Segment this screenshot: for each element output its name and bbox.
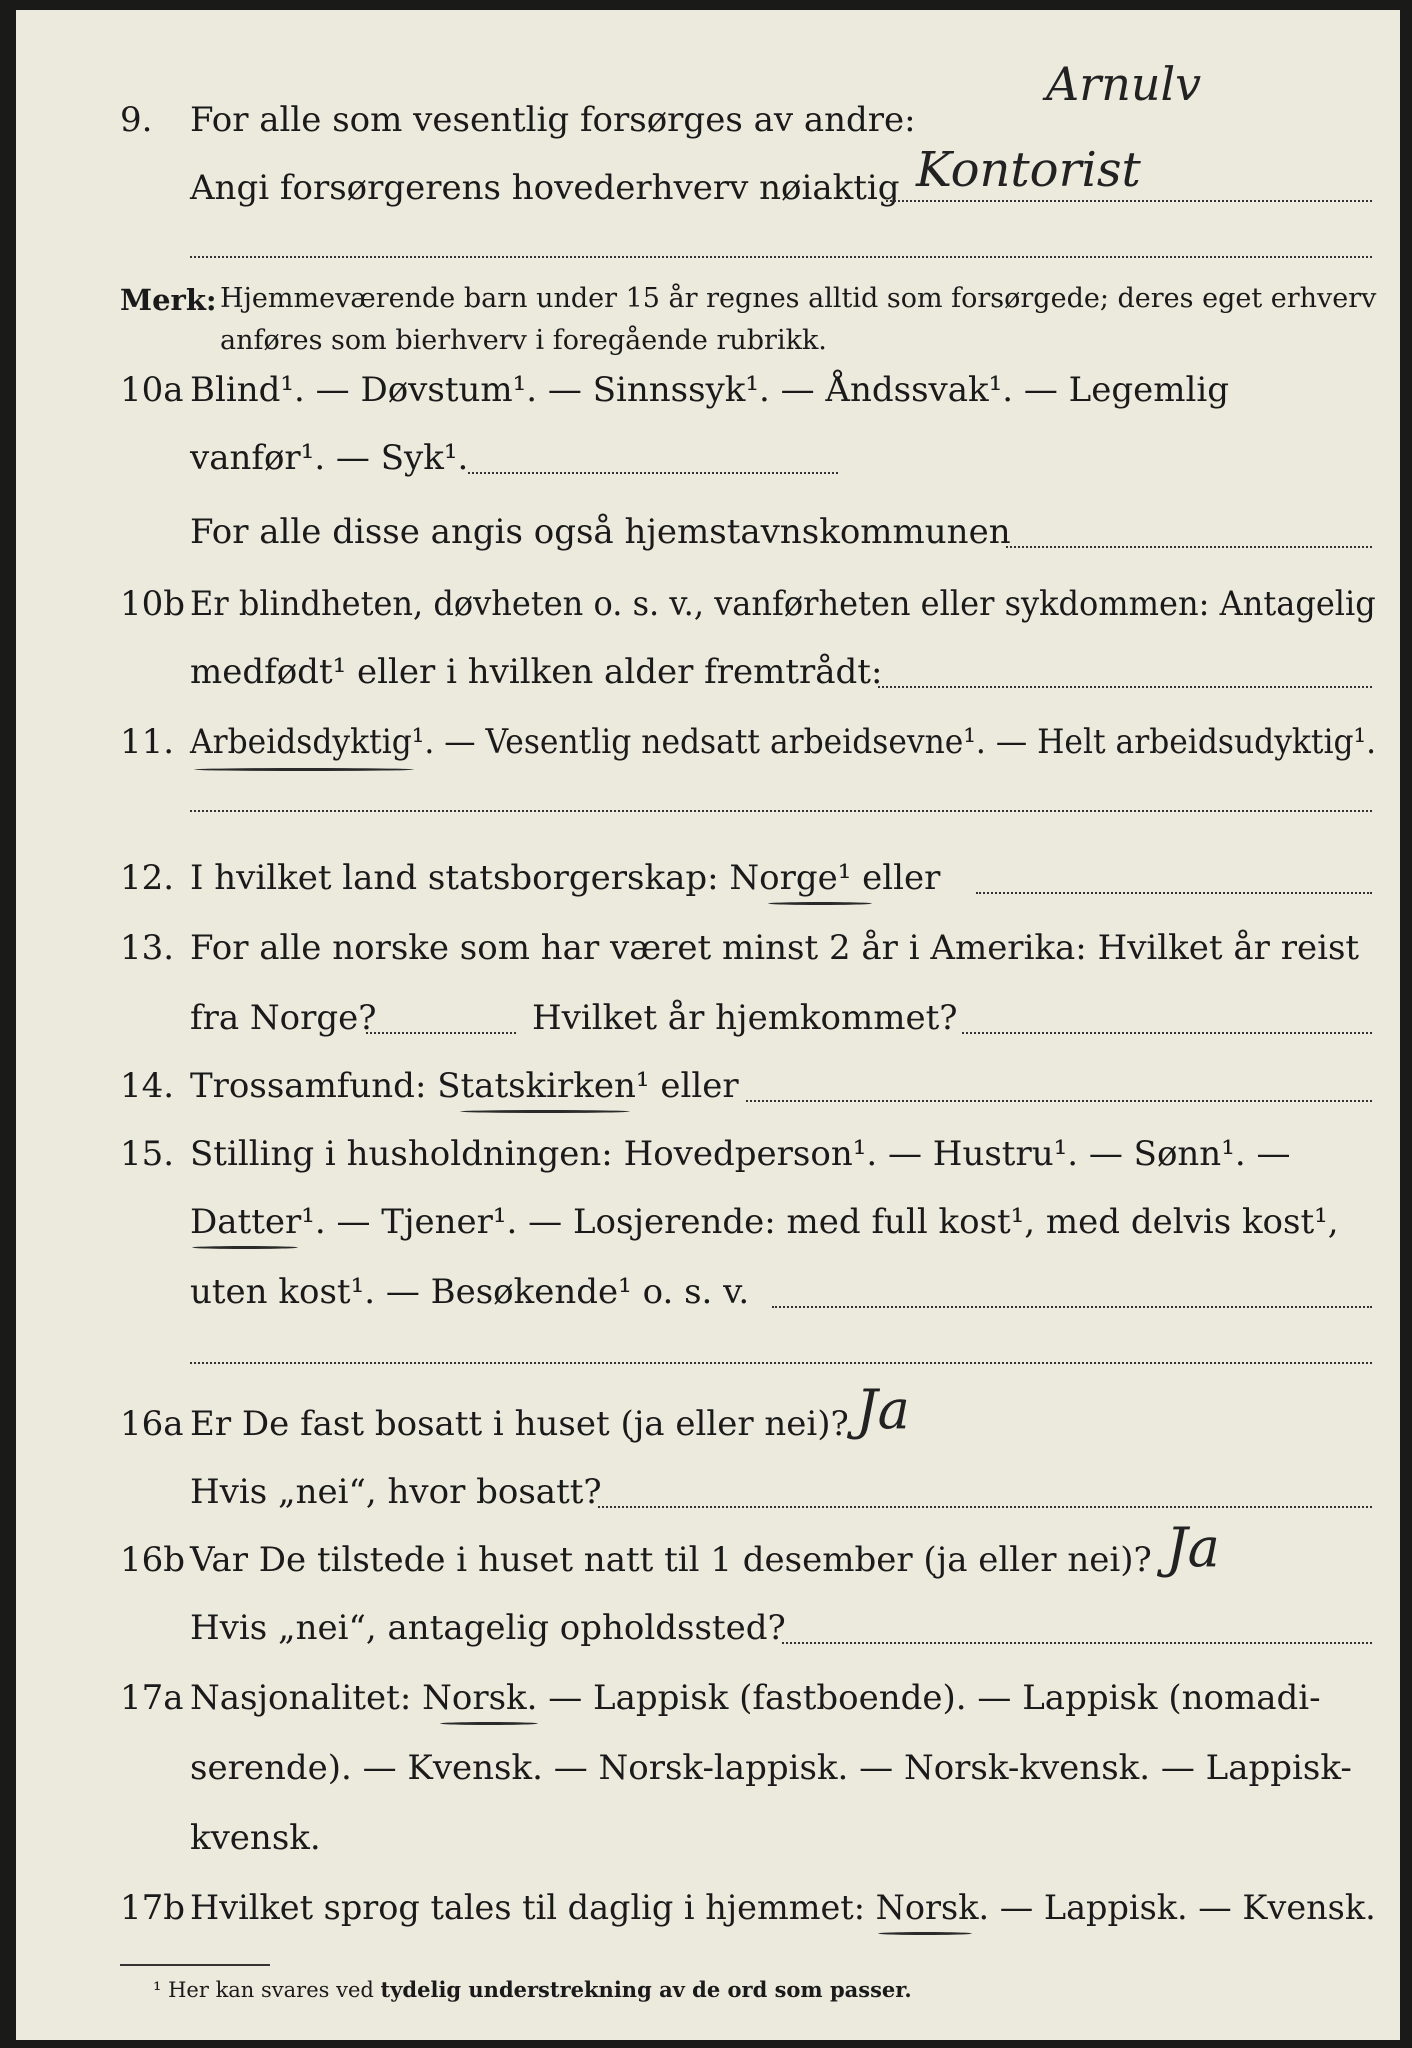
q16a-handwritten-answer: Ja — [856, 1378, 910, 1441]
footnote-rule — [120, 1964, 270, 1966]
handwritten-top-note: Arnulv — [1046, 57, 1202, 111]
q9-extra-line — [190, 256, 1372, 258]
q15-underline-datter — [192, 1246, 298, 1249]
q17a-line3: kvensk. — [190, 1818, 321, 1858]
merk-label: Merk: — [120, 283, 217, 317]
q16b-number: 16b — [120, 1540, 186, 1580]
q9-line1: For alle som vesentlig forsørges av andre: — [190, 100, 916, 140]
footnote-text-b: tydelig understrekning av de ord som passer. — [380, 1977, 912, 2002]
q10b-number: 10b — [120, 584, 186, 624]
q15-number: 15. — [120, 1134, 175, 1174]
q15-extra-line — [190, 1362, 1372, 1364]
q16b-handwritten-answer: Ja — [1166, 1516, 1220, 1579]
q17b-number: 17b — [120, 1888, 186, 1928]
q17b-line1: Hvilket sprog tales til daglig i hjemmet: Norsk. — Lappisk. — Kvensk. — [190, 1888, 1376, 1928]
census-form-page — [16, 10, 1400, 2040]
q9-answer-line — [886, 200, 1372, 202]
q17a-line2: serende). — Kvensk. — Norsk-lappisk. — Norsk-kvensk. — Lappisk- — [190, 1748, 1352, 1788]
merk-line2: anføres som bierhverv i foregående rubrikk. — [220, 325, 827, 356]
q16b-line2: Hvis „nei“, antagelig opholdssted? — [190, 1608, 786, 1648]
q10a-line1: Blind¹. — Døvstum¹. — Sinnssyk¹. — Åndssvak¹. — Legemlig — [190, 370, 1229, 410]
q13-line2a: fra Norge? — [190, 998, 377, 1038]
q16a-number: 16a — [120, 1404, 184, 1444]
footnote-mark: ¹ — [153, 1978, 162, 2002]
q10a-line2: vanfør¹. — Syk¹. — [190, 438, 469, 478]
q14-number: 14. — [120, 1066, 175, 1106]
q16a-line2: Hvis „nei“, hvor bosatt? — [190, 1472, 602, 1512]
q11-number: 11. — [120, 722, 175, 762]
q14-answer-line — [746, 1100, 1372, 1102]
q10a-hjemstavn-line — [1006, 546, 1372, 548]
q11-line1: Arbeidsdyktig¹. — Vesentlig nedsatt arbeidsevne¹. — Helt arbeidsudyktig¹. — [190, 722, 1377, 762]
q10a-answer-line — [468, 472, 838, 474]
q14-line1: Trossamfund: Statskirken¹ eller — [190, 1066, 739, 1106]
q13-reist-line — [366, 1032, 516, 1034]
q12-answer-line — [976, 892, 1372, 894]
q14-underline-statskirken — [460, 1110, 630, 1113]
q12-underline-norge — [768, 902, 872, 905]
q13-hjemkommet-line — [962, 1032, 1372, 1034]
q9-number: 9. — [120, 100, 153, 140]
q15-answer-line — [772, 1306, 1372, 1308]
q17b-underline-norsk — [878, 1932, 972, 1935]
q9-handwritten-answer: Kontorist — [916, 142, 1141, 198]
q16a-answer-line — [598, 1506, 1372, 1508]
q11-underline-arbeidsdyktig — [194, 768, 414, 771]
q17a-underline-norsk — [440, 1722, 538, 1725]
merk-line1: Hjemmeværende barn under 15 år regnes alltid som forsørgede; deres eget erhverv — [220, 283, 1377, 314]
footnote-text-a: Her kan svares ved — [168, 1978, 374, 2002]
q9-line2: Angi forsørgerens hovederhverv nøiaktig — [190, 168, 900, 208]
q12-number: 12. — [120, 858, 175, 898]
q15-line3: uten kost¹. — Besøkende¹ o. s. v. — [190, 1272, 750, 1312]
q13-line2b: Hvilket år hjemkommet? — [532, 998, 958, 1038]
q15-line1: Stilling i husholdningen: Hovedperson¹. — Hustru¹. — Sønn¹. — — [190, 1134, 1291, 1174]
q10b-answer-line — [878, 686, 1372, 688]
q10a-number: 10a — [120, 370, 184, 410]
q15-line2: Datter¹. — Tjener¹. — Losjerende: med full kost¹, med delvis kost¹, — [190, 1202, 1339, 1242]
q16b-line1: Var De tilstede i huset natt til 1 desember (ja eller nei)? — [190, 1540, 1152, 1580]
q12-line1: I hvilket land statsborgerskap: Norge¹ eller — [190, 858, 941, 898]
q13-line1: For alle norske som har været minst 2 år i Amerika: Hvilket år reist — [190, 928, 1360, 968]
q10a-line3: For alle disse angis også hjemstavnskommunen — [190, 512, 1011, 552]
footnote — [153, 1976, 912, 2004]
q17a-number: 17a — [120, 1678, 184, 1718]
q17a-line1: Nasjonalitet: Norsk. — Lappisk (fastboende). — Lappisk (nomadi- — [190, 1678, 1321, 1718]
q16a-line1: Er De fast bosatt i huset (ja eller nei)? — [190, 1404, 849, 1444]
q13-number: 13. — [120, 928, 175, 968]
q10b-line1: Er blindheten, døvheten o. s. v., vanførheten eller sykdommen: Antagelig — [190, 584, 1376, 624]
q16b-answer-line — [782, 1642, 1372, 1644]
q10b-line2: medfødt¹ eller i hvilken alder fremtrådt: — [190, 652, 883, 692]
q11-extra-line — [190, 810, 1372, 812]
